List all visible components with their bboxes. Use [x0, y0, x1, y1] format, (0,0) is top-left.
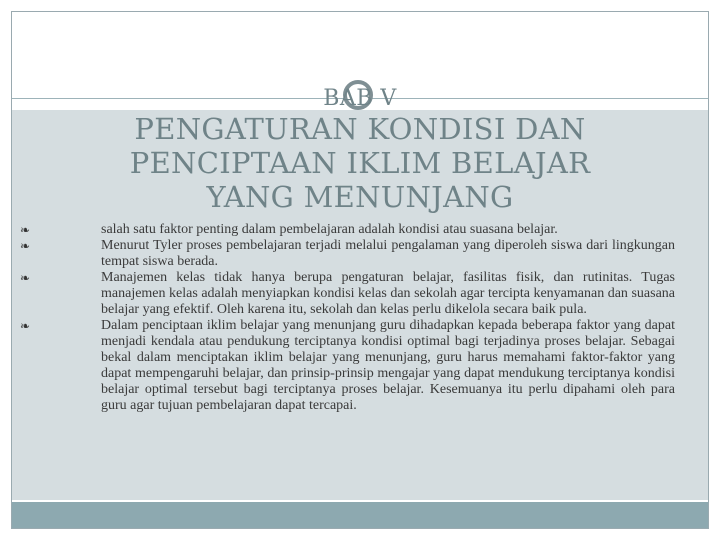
bullet-text: Dalam penciptaan iklim belajar yang menunjang guru dihadapkan kepada beberapa faktor yang dapat menjadi kendala atau pendukung terciptanya kondisi optimal bagi terjadinya proses belajar. Sebagai bekal dalam menciptakan iklim belajar yang menunjang, guru harus memahami faktor-faktor yang dapat mempengaruhi belajar, dan prinsip-prinsip mengajar yang dapat mendukung terciptanya kondisi belajar optimal tersebut bagi terciptanya proses belajar. Kesemuanya itu perlu dipahami oleh para guru agar tujuan pembelajaran dapat tercapai.	[101, 318, 675, 413]
bullet-item	[20, 222, 675, 238]
slide-title	[120, 86, 600, 214]
title-text: PENGATURAN KONDISI DAN PENCIPTAAN IKLIM BELAJAR YANG MENUNJANG	[129, 112, 591, 214]
bullet-item	[20, 318, 675, 414]
chapter-label: BAB V	[323, 86, 397, 111]
bullet-list	[20, 222, 675, 414]
bullet-icon: ❧	[20, 239, 31, 253]
slide-footer-band	[12, 502, 708, 528]
bullet-text: salah satu faktor penting dalam pembelajaran adalah kondisi atau suasana belajar.	[101, 222, 558, 237]
bullet-icon: ❧	[20, 271, 31, 285]
bullet-text: Manajemen kelas tidak hanya berupa pengaturan belajar, fasilitas fisik, dan rutinitas. Tugas manajemen kelas adalah menyiapkan kondisi kelas dan sekolah agar tercipta kenyamanan dan suasana belajar yang efektif. Oleh karena itu, sekolah dan kelas perlu dikelola secara baik pula.	[101, 270, 675, 317]
bullet-item	[20, 238, 675, 270]
bullet-item	[20, 270, 675, 318]
bullet-text: Menurut Tyler proses pembelajaran terjadi melalui pengalaman yang diperoleh siswa dari lingkungan tempat siswa berada.	[101, 238, 675, 269]
bullet-icon: ❧	[20, 319, 31, 333]
bullet-icon: ❧	[20, 223, 31, 237]
